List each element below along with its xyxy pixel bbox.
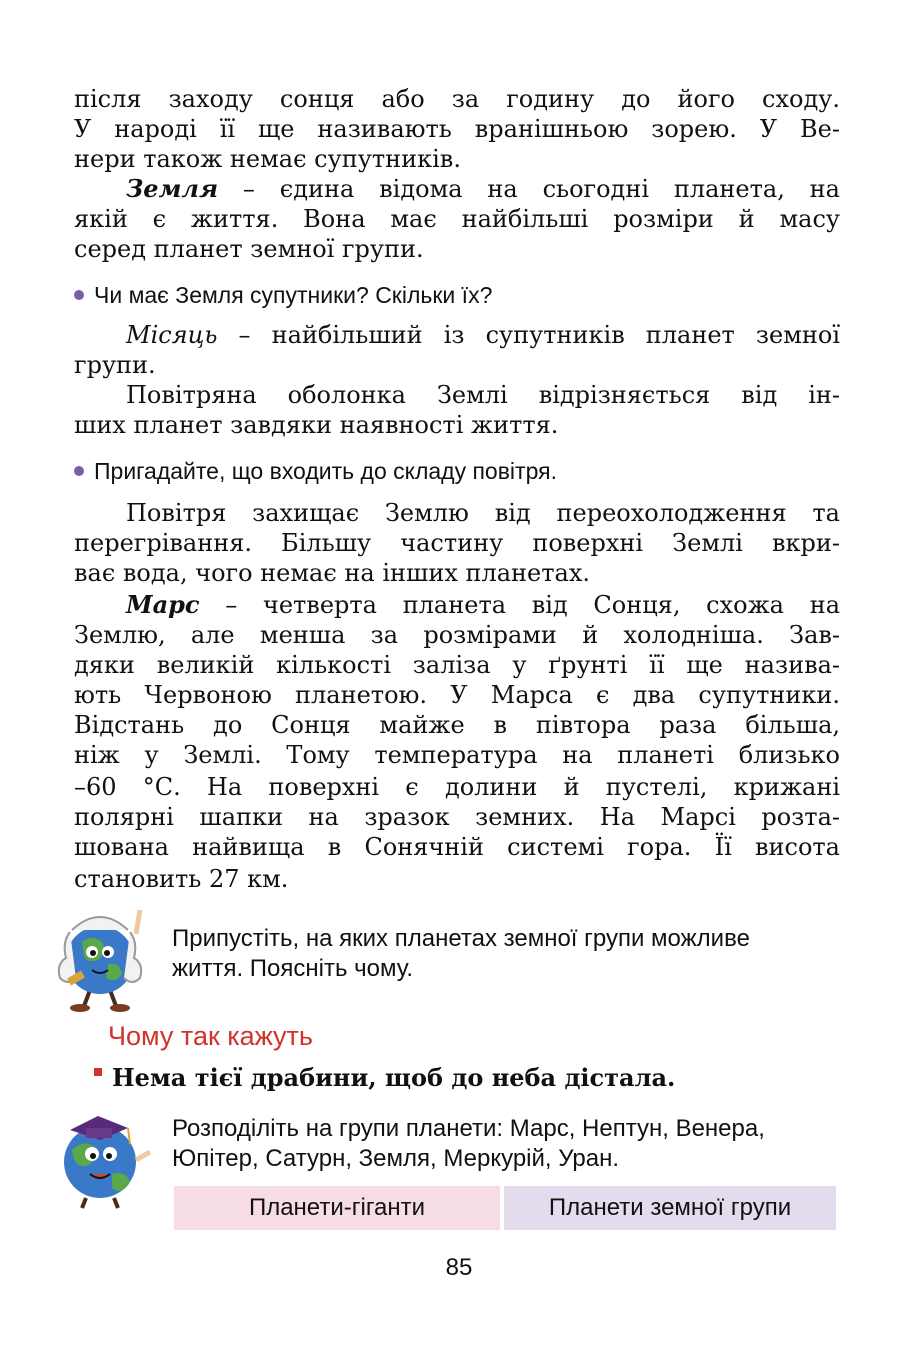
text-line: ють Червоною планетою. У Марса є два супутники. (74, 681, 840, 709)
task-text-line: життя. Поясніть чому. (172, 955, 414, 982)
square-bullet-icon (94, 1068, 102, 1076)
text-line: Відстань до Сонця майже в півтора раза більша, (74, 711, 840, 739)
text-line: шована найвища в Сонячній системі гора. Її висота (74, 833, 840, 861)
text-line: ніж у Землі. Тому температура на планеті близько (74, 741, 840, 769)
text-line: У народі її ще називають вранішньою зорею. У Ве- (74, 115, 840, 143)
task-text-line: Юпітер, Сатурн, Земля, Меркурій, Уран. (172, 1145, 620, 1172)
table-header-giant-planets: Планети-гіганти (174, 1186, 500, 1230)
text-line: Повітряна оболонка Землі відрізняється від ін- (126, 381, 840, 409)
section-heading: Чому так кажуть (108, 1021, 313, 1051)
text-fragment: – найбільший із супутників планет земної (217, 321, 840, 349)
text-line: ває вода, чого немає на інших планетах. (74, 559, 590, 587)
question-text: Чи має Земля супутники? Скільки їх? (94, 282, 493, 308)
text-fragment: – четверта планета від Сонця, схожа на (199, 591, 840, 619)
globe-student-mascot-icon (50, 1104, 154, 1210)
table-header-terrestrial-planets: Планети земної групи (504, 1186, 836, 1230)
text-line: становить 27 км. (74, 865, 289, 893)
question (74, 280, 492, 310)
term-earth: Земля (126, 174, 219, 203)
text-line (126, 320, 840, 350)
page-number: 85 (445, 1254, 473, 1281)
term-mars: Марс (126, 590, 200, 619)
text-line: Землю, але менша за розмірами й холодніша. Зав- (74, 621, 840, 649)
text-line: ших планет завдяки наявності життя. (74, 411, 559, 439)
task-text-line: Розподіліть на групи планети: Марс, Нептун, Венера, (172, 1115, 765, 1142)
text-line: –60 °С. На поверхні є долини й пустелі, крижані (74, 773, 840, 801)
text-line: серед планет земної групи. (74, 235, 424, 263)
text-line: нери також немає супутників. (74, 145, 461, 173)
question-text: Пригадайте, що входить до складу повітря. (94, 458, 557, 484)
text-line: дяки великій кількості заліза у ґрунті її ще назива- (74, 651, 840, 679)
text-line: якій є життя. Вона має найбільші розміри й масу (74, 205, 840, 233)
text-line: після заходу сонця або за годину до його сходу. (74, 85, 840, 113)
term-moon: Місяць (126, 321, 218, 349)
task-text-line: Припустіть, на яких планетах земної групи можливе (172, 925, 750, 952)
bullet-icon (74, 466, 84, 476)
text-line (126, 174, 840, 204)
proverb-text: Нема тієї драбини, щоб до неба дістала. (112, 1063, 676, 1092)
text-line: Повітря захищає Землю від переохолодження та (126, 499, 840, 527)
text-line: групи. (74, 351, 156, 379)
globe-judge-mascot-icon (48, 902, 158, 1014)
bullet-icon (74, 290, 84, 300)
text-line (126, 590, 840, 620)
text-line: полярні шапки на зразок земних. На Марсі розта- (74, 803, 840, 831)
proverb (94, 1061, 675, 1095)
text-fragment: – єдина відома на сьогодні планета, на (218, 175, 840, 203)
question (74, 456, 557, 486)
text-line: перегрівання. Більшу частину поверхні Землі вкри- (74, 529, 840, 557)
